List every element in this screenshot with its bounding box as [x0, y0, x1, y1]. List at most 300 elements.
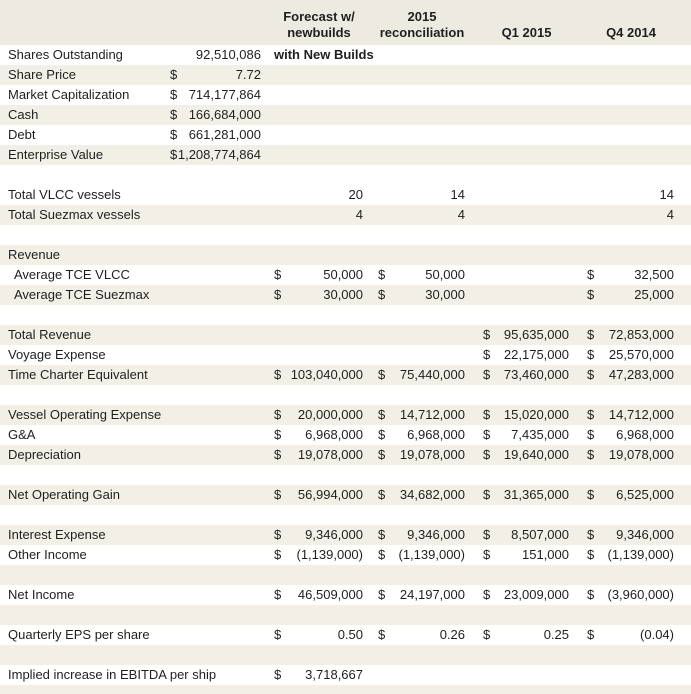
- cell-value: 1,208,774,864: [177, 147, 261, 162]
- column-gap: [366, 425, 376, 445]
- row-label: [0, 565, 168, 585]
- column-gap: [572, 125, 585, 145]
- column-gap: [468, 105, 481, 125]
- currency-symbol: [585, 185, 587, 205]
- column-gap: [468, 565, 481, 585]
- column-gap: [572, 385, 585, 405]
- header-q4-2014[interactable]: [585, 25, 677, 45]
- table-cell[interactable]: [481, 525, 572, 545]
- column-gap: [468, 145, 481, 165]
- empty-cell: [585, 505, 677, 525]
- table-cell[interactable]: [585, 285, 677, 305]
- row-label[interactable]: Other Income: [8, 547, 87, 562]
- table-cell[interactable]: [376, 285, 468, 305]
- table-cell[interactable]: [585, 205, 677, 225]
- currency-symbol: $: [274, 447, 282, 462]
- column-gap: [264, 265, 272, 285]
- table-cell[interactable]: [168, 65, 264, 85]
- currency-symbol: $: [587, 407, 595, 422]
- empty-cell: [272, 645, 366, 665]
- column-gap: [468, 645, 481, 665]
- row-label[interactable]: Time Charter Equivalent: [8, 367, 148, 382]
- column-gap: [677, 345, 691, 365]
- table-cell[interactable]: [376, 405, 468, 425]
- cell-value: 166,684,000: [188, 107, 261, 122]
- column-gap: [468, 525, 481, 545]
- column-gap: [264, 125, 272, 145]
- empty-cell: [168, 445, 264, 465]
- table-cell[interactable]: [272, 585, 366, 605]
- cell-value: 151,000: [522, 547, 569, 562]
- row-label[interactable]: Debt: [8, 127, 36, 142]
- column-gap: [677, 365, 691, 385]
- column-gap: [468, 485, 481, 505]
- cell-value: 103,040,000: [290, 367, 363, 382]
- header-line: 2015: [407, 9, 437, 24]
- column-gap: [677, 465, 691, 485]
- cell-value: 9,346,000: [407, 527, 465, 542]
- empty-cell: [272, 505, 366, 525]
- row-label: [0, 165, 168, 185]
- empty-cell: [272, 85, 366, 105]
- table-cell[interactable]: [585, 545, 677, 565]
- cell-value: 30,000: [323, 287, 363, 302]
- table-cell[interactable]: [585, 265, 677, 285]
- column-gap: [572, 85, 585, 105]
- currency-symbol: $: [378, 447, 386, 462]
- blank-row: [0, 165, 691, 185]
- column-gap: [468, 205, 481, 225]
- column-gap: [264, 85, 272, 105]
- table-cell[interactable]: [272, 285, 366, 305]
- column-gap: [572, 585, 585, 605]
- cell-value: 0.25: [543, 627, 569, 642]
- column-gap: [677, 605, 691, 625]
- empty-cell: [585, 565, 677, 585]
- empty-cell: [585, 605, 677, 625]
- column-gap: [468, 45, 481, 65]
- table-row: [0, 265, 691, 285]
- column-gap: [264, 545, 272, 565]
- table-cell[interactable]: [585, 625, 677, 645]
- column-gap: [572, 665, 585, 685]
- empty-cell: [272, 165, 366, 185]
- column-gap: [572, 565, 585, 585]
- cell-value: (0.04): [640, 627, 674, 642]
- column-gap: [366, 505, 376, 525]
- table-cell[interactable]: [585, 185, 677, 205]
- empty-cell: [481, 105, 572, 125]
- empty-cell: [585, 85, 677, 105]
- table-cell[interactable]: [272, 265, 366, 285]
- blank-row: [0, 645, 691, 665]
- column-gap: [677, 245, 691, 265]
- table-cell[interactable]: [272, 625, 366, 645]
- column-gap: [572, 265, 585, 285]
- column-gap: [677, 165, 691, 185]
- table-row: [0, 365, 691, 385]
- cell-value: 4: [457, 207, 465, 222]
- column-gap: [677, 185, 691, 205]
- empty-cell: [168, 205, 264, 225]
- column-gap: [264, 145, 272, 165]
- column-gap: [366, 345, 376, 365]
- empty-cell: [376, 325, 468, 345]
- blank-row: [0, 565, 691, 585]
- row-label[interactable]: Vessel Operating Expense: [8, 407, 162, 422]
- table-cell[interactable]: [168, 45, 264, 65]
- row-label[interactable]: Total VLCC vessels: [8, 187, 121, 202]
- table-cell[interactable]: [168, 125, 264, 145]
- column-gap: [677, 525, 691, 545]
- table-row: [0, 205, 691, 225]
- empty-cell: [481, 185, 572, 205]
- empty-cell: [585, 145, 677, 165]
- table-row: [0, 345, 691, 365]
- column-gap: [366, 605, 376, 625]
- header-line: Q4 2014: [606, 25, 656, 40]
- row-label[interactable]: Market Capitalization: [8, 87, 130, 102]
- empty-cell: [168, 305, 264, 325]
- column-gap: [468, 605, 481, 625]
- table-cell[interactable]: [376, 445, 468, 465]
- table-cell[interactable]: [376, 545, 468, 565]
- table-cell[interactable]: [376, 365, 468, 385]
- table-cell[interactable]: [376, 205, 468, 225]
- column-gap: [264, 605, 272, 625]
- table-cell[interactable]: [481, 325, 572, 345]
- currency-symbol: $: [587, 447, 595, 462]
- table-row: [0, 85, 691, 105]
- currency-symbol: $: [274, 267, 282, 282]
- empty-cell: [272, 105, 366, 125]
- empty-cell: [168, 425, 264, 445]
- column-gap: [264, 645, 272, 665]
- column-gap: [677, 305, 691, 325]
- empty-cell: [376, 245, 468, 265]
- empty-cell: [585, 105, 677, 125]
- table-cell[interactable]: [481, 425, 572, 445]
- table-cell[interactable]: [272, 665, 366, 685]
- currency-symbol: $: [483, 367, 491, 382]
- row-label[interactable]: Revenue: [8, 247, 61, 262]
- table-cell[interactable]: [272, 365, 366, 385]
- empty-cell: [272, 465, 366, 485]
- table-cell[interactable]: [481, 365, 572, 385]
- table-cell[interactable]: [168, 145, 264, 165]
- table-cell[interactable]: [272, 425, 366, 445]
- column-gap: [366, 525, 376, 545]
- currency-symbol: $: [587, 487, 595, 502]
- currency-symbol: $: [274, 407, 282, 422]
- table-cell[interactable]: [481, 585, 572, 605]
- header-forecast-newbuilds[interactable]: [272, 9, 366, 45]
- row-label[interactable]: Interest Expense: [8, 527, 106, 542]
- column-gap: [572, 405, 585, 425]
- table-row: [0, 285, 691, 305]
- row-label[interactable]: Depreciation: [8, 447, 81, 462]
- currency-symbol: $: [483, 327, 491, 342]
- blank-row: [0, 305, 691, 325]
- table-row: [0, 145, 691, 165]
- column-gap: [264, 345, 272, 365]
- table-cell[interactable]: [585, 425, 677, 445]
- empty-cell: [585, 385, 677, 405]
- column-gap: [677, 125, 691, 145]
- column-gap: [366, 105, 376, 125]
- table-cell[interactable]: [376, 425, 468, 445]
- column-gap: [366, 285, 376, 305]
- empty-cell: [272, 125, 366, 145]
- cell-value: 14,712,000: [399, 407, 465, 422]
- column-gap: [468, 185, 481, 205]
- table-cell[interactable]: [272, 185, 366, 205]
- column-gap: [677, 585, 691, 605]
- column-gap: [572, 165, 585, 185]
- column-gap: [572, 625, 585, 645]
- empty-cell: [376, 565, 468, 585]
- column-gap: [264, 505, 272, 525]
- empty-cell: [272, 325, 366, 345]
- table-cell[interactable]: [585, 485, 677, 505]
- cell-text[interactable]: with New Builds: [274, 47, 374, 62]
- column-gap: [468, 405, 481, 425]
- currency-symbol: $: [483, 427, 491, 442]
- cell-value: 8,507,000: [511, 527, 569, 542]
- column-gap: [366, 225, 376, 245]
- currency-symbol: $: [170, 127, 178, 142]
- row-label[interactable]: Voyage Expense: [8, 347, 106, 362]
- empty-cell: [481, 565, 572, 585]
- table-cell[interactable]: [481, 345, 572, 365]
- cell-value: 22,175,000: [503, 347, 569, 362]
- table-cell[interactable]: [168, 105, 264, 125]
- empty-cell: [272, 305, 366, 325]
- table-cell[interactable]: [376, 185, 468, 205]
- currency-symbol: $: [587, 627, 595, 642]
- column-gap: [572, 605, 585, 625]
- table-cell[interactable]: [376, 585, 468, 605]
- column-gap: [366, 45, 376, 65]
- cell-value: 14: [659, 187, 674, 202]
- cell-value: 661,281,000: [188, 127, 261, 142]
- row-label[interactable]: Shares Outstanding: [8, 47, 123, 62]
- column-gap: [264, 565, 272, 585]
- column-gap: [468, 385, 481, 405]
- empty-cell: [272, 245, 366, 265]
- currency-symbol: $: [378, 547, 386, 562]
- table-cell[interactable]: [481, 625, 572, 645]
- column-gap: [677, 205, 691, 225]
- cell-value: 73,460,000: [503, 367, 569, 382]
- cell-value: 9,346,000: [305, 527, 363, 542]
- table-cell[interactable]: [376, 485, 468, 505]
- row-label[interactable]: Total Suezmax vessels: [8, 207, 141, 222]
- empty-cell: [376, 305, 468, 325]
- cell-value: 0.26: [439, 627, 465, 642]
- empty-cell: [481, 145, 572, 165]
- empty-cell: [481, 665, 572, 685]
- empty-cell: [168, 585, 264, 605]
- empty-cell: [481, 385, 572, 405]
- column-gap: [677, 565, 691, 585]
- table-cell[interactable]: [272, 205, 366, 225]
- currency-symbol: $: [378, 627, 386, 642]
- table-cell[interactable]: [376, 265, 468, 285]
- empty-cell: [168, 645, 264, 665]
- table-cell[interactable]: [481, 485, 572, 505]
- column-gap: [677, 545, 691, 565]
- column-gap: [677, 445, 691, 465]
- column-gap: [264, 445, 272, 465]
- empty-cell: [168, 245, 264, 265]
- table-cell[interactable]: [481, 545, 572, 565]
- currency-symbol: $: [378, 527, 386, 542]
- table-cell[interactable]: [272, 445, 366, 465]
- column-gap: [264, 485, 272, 505]
- table-row: [0, 65, 691, 85]
- empty-cell: [481, 85, 572, 105]
- column-gap: [677, 285, 691, 305]
- empty-cell: [585, 465, 677, 485]
- column-gap: [264, 385, 272, 405]
- column-gap: [677, 665, 691, 685]
- currency-symbol: $: [378, 287, 386, 302]
- column-gap: [264, 205, 272, 225]
- column-gap: [264, 625, 272, 645]
- column-gap: [366, 625, 376, 645]
- table-row: [0, 525, 691, 545]
- column-gap: [677, 405, 691, 425]
- empty-cell: [168, 285, 264, 305]
- row-label[interactable]: Average TCE VLCC: [14, 267, 130, 282]
- row-label[interactable]: G&A: [8, 427, 36, 442]
- cell-value: 0.50: [337, 627, 363, 642]
- empty-cell: [376, 605, 468, 625]
- table-cell[interactable]: [585, 365, 677, 385]
- empty-cell: [272, 65, 366, 85]
- column-gap: [366, 385, 376, 405]
- table-cell[interactable]: [481, 445, 572, 465]
- currency-symbol: $: [483, 587, 491, 602]
- column-gap: [366, 665, 376, 685]
- row-label[interactable]: Net Operating Gain: [8, 487, 121, 502]
- empty-cell: [481, 465, 572, 485]
- empty-cell: [481, 505, 572, 525]
- empty-cell: [481, 605, 572, 625]
- column-gap: [264, 225, 272, 245]
- cell-value: 46,509,000: [297, 587, 363, 602]
- currency-symbol: $: [274, 287, 282, 302]
- column-gap: [468, 345, 481, 365]
- empty-cell: [481, 45, 572, 65]
- cell-value: 7.72: [235, 67, 261, 82]
- column-gap: [677, 85, 691, 105]
- table-cell[interactable]: [272, 485, 366, 505]
- column-gap: [264, 465, 272, 485]
- table-cell[interactable]: [585, 525, 677, 545]
- empty-cell: [376, 505, 468, 525]
- column-gap: [572, 425, 585, 445]
- cell-value: 72,853,000: [608, 327, 674, 342]
- column-gap: [572, 245, 585, 265]
- column-gap: [366, 185, 376, 205]
- currency-symbol: $: [378, 407, 386, 422]
- table-cell[interactable]: [272, 405, 366, 425]
- cell-value: 6,968,000: [616, 427, 674, 442]
- column-gap: [677, 425, 691, 445]
- column-gap: [264, 665, 272, 685]
- cell-value: 19,640,000: [503, 447, 569, 462]
- column-gap: [264, 305, 272, 325]
- row-label[interactable]: Implied increase in EBITDA per ship: [8, 667, 217, 682]
- table-cell[interactable]: [585, 345, 677, 365]
- empty-cell: [272, 605, 366, 625]
- row-label[interactable]: Quarterly EPS per share: [8, 627, 150, 642]
- row-label[interactable]: Net Income: [8, 587, 75, 602]
- table-cell[interactable]: [585, 585, 677, 605]
- currency-symbol: $: [274, 667, 282, 682]
- table-row: [0, 245, 691, 265]
- row-label[interactable]: Share Price: [8, 67, 76, 82]
- table-cell[interactable]: [481, 405, 572, 425]
- empty-cell: [376, 105, 468, 125]
- table-cell[interactable]: [168, 85, 264, 105]
- row-label[interactable]: Total Revenue: [8, 327, 92, 342]
- column-gap: [468, 245, 481, 265]
- column-gap: [264, 185, 272, 205]
- table-cell[interactable]: [585, 405, 677, 425]
- column-gap: [468, 625, 481, 645]
- column-gap: [572, 305, 585, 325]
- column-gap: [677, 265, 691, 285]
- row-label[interactable]: Average TCE Suezmax: [14, 287, 150, 302]
- empty-cell: [168, 325, 264, 345]
- header-line: reconciliation: [379, 25, 465, 40]
- header-q1-2015[interactable]: [481, 25, 572, 45]
- table-cell[interactable]: [585, 445, 677, 465]
- table-cell[interactable]: [585, 325, 677, 345]
- table-cell[interactable]: [272, 545, 366, 565]
- column-gap: [366, 325, 376, 345]
- table-row: [0, 185, 691, 205]
- empty-cell: [376, 665, 468, 685]
- table-cell[interactable]: [272, 525, 366, 545]
- cell-value: 19,078,000: [399, 447, 465, 462]
- empty-cell: [168, 405, 264, 425]
- cell-value: 92,510,086: [195, 47, 261, 62]
- cell-value: 25,570,000: [608, 347, 674, 362]
- column-gap: [677, 645, 691, 665]
- empty-cell: [481, 165, 572, 185]
- blank-row: [0, 225, 691, 245]
- column-gap: [572, 45, 585, 65]
- column-gap: [468, 445, 481, 465]
- cell-value: 14: [450, 187, 465, 202]
- row-label[interactable]: Cash: [8, 107, 39, 122]
- empty-cell: [376, 385, 468, 405]
- column-gap: [264, 45, 272, 65]
- row-label[interactable]: Enterprise Value: [8, 147, 104, 162]
- empty-cell: [168, 525, 264, 545]
- header-2015-reconciliation[interactable]: [376, 9, 468, 45]
- table-cell[interactable]: [376, 625, 468, 645]
- empty-cell: [481, 205, 572, 225]
- column-gap: [572, 325, 585, 345]
- table-cell[interactable]: [376, 525, 468, 545]
- empty-cell: [585, 125, 677, 145]
- currency-symbol: $: [274, 587, 282, 602]
